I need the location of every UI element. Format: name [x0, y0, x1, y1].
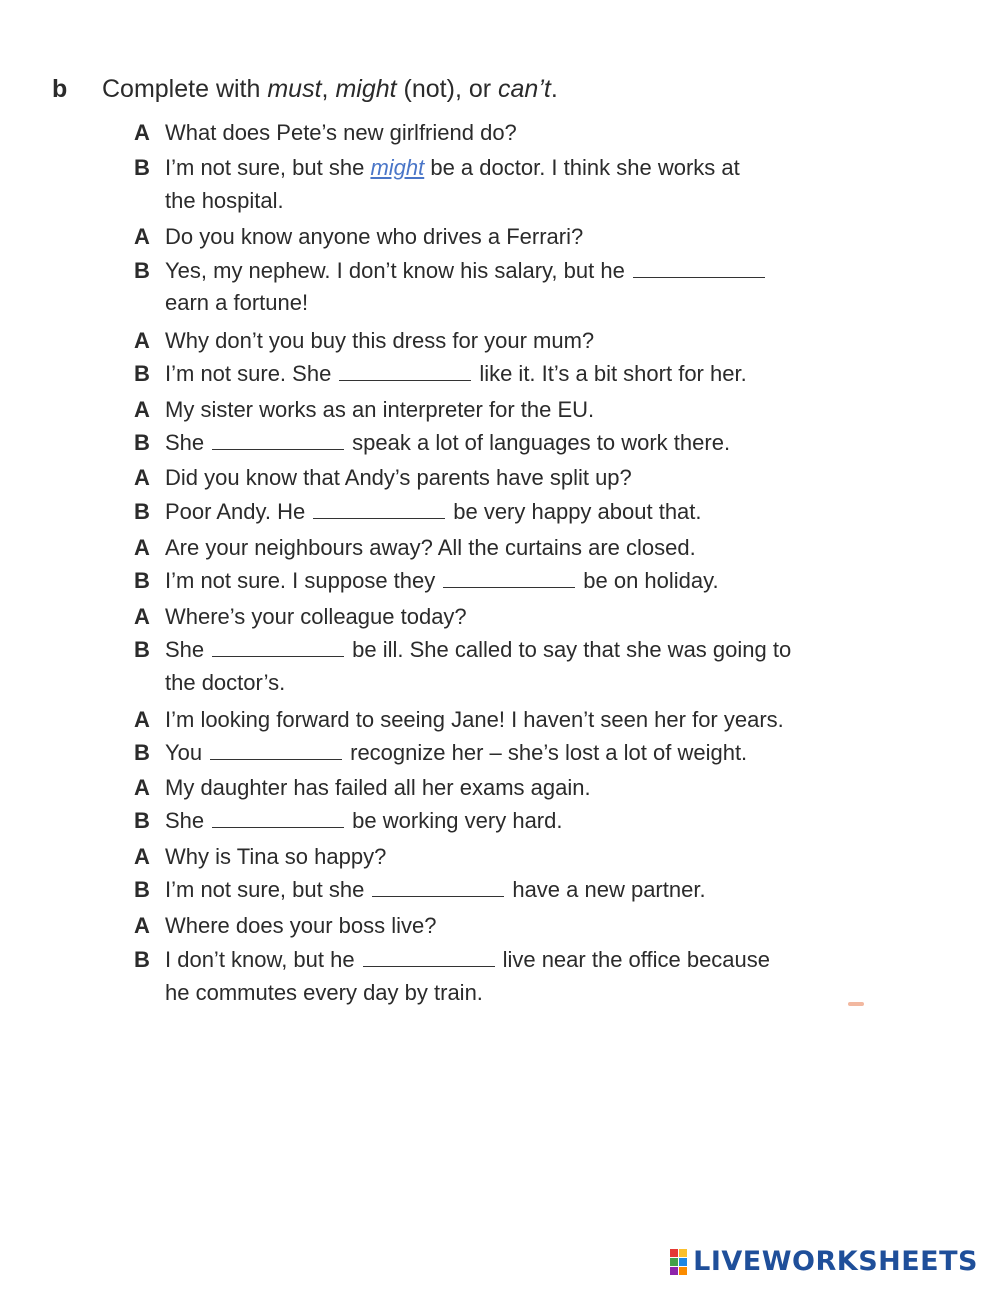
answer-blank[interactable] [633, 255, 765, 278]
liveworksheets-brand [670, 1246, 978, 1277]
line-b-before: I’m not sure. She [165, 361, 332, 386]
line-a-text: Do you know anyone who drives a Ferrari? [165, 224, 584, 249]
line-b-after: be very happy about that. [453, 499, 702, 524]
answer-blank[interactable] [363, 944, 495, 967]
line-a-text: Why is Tina so happy? [165, 844, 387, 869]
speaker-b-label: B [134, 947, 150, 972]
line-b-before: She [165, 430, 205, 455]
line-b-before: Yes, my nephew. I don’t know his salary, but he [165, 258, 625, 283]
line-b-before: You [165, 740, 203, 765]
exercise-letter: b [52, 75, 68, 103]
speaker-b-label: B [134, 740, 150, 765]
speaker-b-label: B [134, 877, 150, 902]
line-b-continuation: the doctor’s. [165, 670, 286, 695]
speaker-b-label: B [134, 637, 150, 662]
speaker-b-label: B [134, 155, 150, 180]
speaker-a-label: A [134, 328, 150, 353]
example-answer: might [370, 155, 425, 180]
speaker-a-label: A [134, 535, 150, 560]
answer-blank[interactable] [372, 874, 504, 897]
speaker-a-label: A [134, 844, 150, 869]
speaker-b-label: B [134, 430, 150, 455]
instruction-not: (not), or [396, 75, 499, 103]
line-b-before: She [165, 808, 205, 833]
instruction-must: must [267, 75, 322, 103]
line-b-after: be ill. She called to say that she was going to [352, 637, 792, 662]
answer-blank[interactable] [313, 496, 445, 519]
logo-square [670, 1267, 678, 1275]
speaker-a-label: A [134, 775, 150, 800]
line-b-after: speak a lot of languages to work there. [352, 430, 731, 455]
instruction-comma: , [321, 75, 336, 103]
line-b-after: be on holiday. [583, 568, 719, 593]
instruction-cant: can’t [498, 75, 551, 103]
example-b-continuation: the hospital. [165, 188, 284, 213]
example-b-after: be a doctor. I think she works at [424, 155, 740, 180]
speaker-b-label: B [134, 361, 150, 386]
brand-text: LIVEWORKSHEETS [693, 1246, 978, 1277]
speaker-a-label: A [134, 707, 150, 732]
answer-blank[interactable] [443, 565, 575, 588]
line-a-text: My sister works as an interpreter for the EU. [165, 397, 595, 422]
line-a-text: Where’s your colleague today? [165, 604, 467, 629]
line-b-continuation: he commutes every day by train. [165, 980, 483, 1005]
line-b-after: recognize her – she’s lost a lot of weight. [350, 740, 748, 765]
line-b-after: like it. It’s a bit short for her. [479, 361, 747, 386]
smudge-mark [848, 1002, 864, 1006]
line-a-text: My daughter has failed all her exams again. [165, 775, 591, 800]
answer-blank[interactable] [212, 634, 344, 657]
exercise-heading [52, 72, 558, 106]
instruction-end: . [550, 75, 558, 103]
line-b-before: I’m not sure, but she [165, 877, 365, 902]
speaker-a-label: A [134, 604, 150, 629]
liveworksheets-logo-icon [670, 1249, 687, 1275]
logo-square [679, 1267, 687, 1275]
speaker-b-label: B [134, 808, 150, 833]
line-b-before: I don’t know, but he [165, 947, 355, 972]
speaker-b-label: B [134, 568, 150, 593]
line-b-before: I’m not sure. I suppose they [165, 568, 436, 593]
line-a-text: Why don’t you buy this dress for your mum? [165, 328, 595, 353]
line-b-before: Poor Andy. He [165, 499, 306, 524]
speaker-a-label: A [134, 913, 150, 938]
line-a-text: I’m looking forward to seeing Jane! I haven’t seen her for years. [165, 707, 784, 732]
line-b-after: live near the office because [502, 947, 771, 972]
answer-blank[interactable] [212, 427, 344, 450]
line-b-after: have a new partner. [512, 877, 706, 902]
example-b-before: I’m not sure, but she [165, 155, 371, 180]
speaker-a-label: A [134, 397, 150, 422]
answer-blank[interactable] [339, 358, 471, 381]
logo-square [670, 1249, 678, 1257]
speaker-a-label: A [134, 465, 150, 490]
example-a-text: What does Pete’s new girlfriend do? [165, 120, 517, 145]
answer-blank[interactable] [212, 805, 344, 828]
speaker-a-label: A [134, 224, 150, 249]
logo-square [679, 1258, 687, 1266]
line-b-after: be working very hard. [352, 808, 563, 833]
answer-blank[interactable] [210, 737, 342, 760]
line-a-text: Where does your boss live? [165, 913, 437, 938]
speaker-b-label: B [134, 258, 150, 283]
line-a-text: Are your neighbours away? All the curtains are closed. [165, 535, 696, 560]
line-b-continuation: earn a fortune! [165, 290, 309, 315]
logo-square [679, 1249, 687, 1257]
line-b-before: She [165, 637, 205, 662]
instruction-text: Complete with [102, 75, 268, 103]
speaker-a-label: A [134, 120, 150, 145]
logo-square [670, 1258, 678, 1266]
instruction-might: might [335, 75, 397, 103]
line-a-text: Did you know that Andy’s parents have split up? [165, 465, 632, 490]
speaker-b-label: B [134, 499, 150, 524]
